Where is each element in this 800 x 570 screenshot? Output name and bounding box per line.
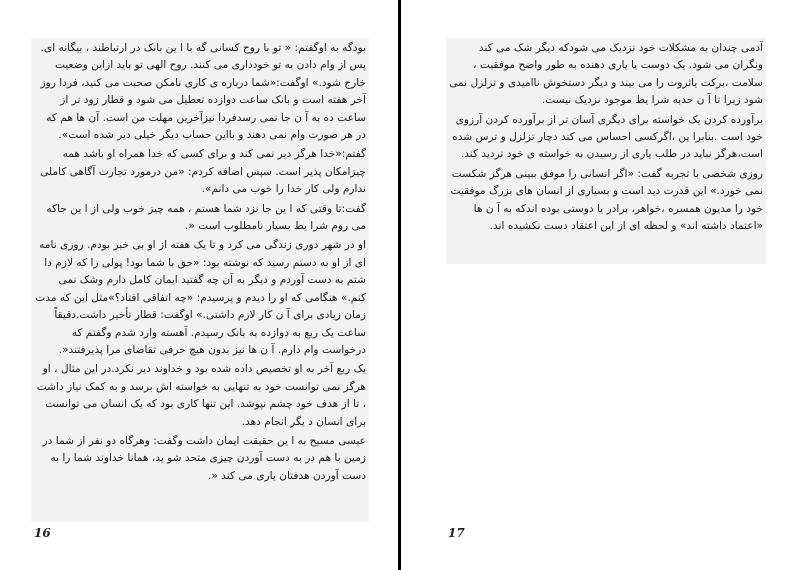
paragraph: آدمی چندان به مشکلات خود نزدیک می شودکه دیگر شک می کند ونگران می شود. یک دوست یا یاری دهنده به طور واضح موفقیت ، سلامت ،برکت یاثروت را می بیند و دیگر دستخوش ناامیدی و تزلزل نمی شود زیرا تا آ ن حدبه شرا یط موجود نزدیک نیست.: [449, 42, 763, 107]
left-page-text: [31, 38, 369, 522]
paragraph: روزی شخصی با تجربه گفت: «اگر انسانی را موفق ببینی هرگز شکست نمی خورد.» این قدرت دید است و بسیاری از انسان های بزرگ موفقیت خود را مدیون همسره ،خواهر، برادر یا دوستی بوده اندکه به آ ن ها «اعتماد داشته اند» و لحظه ای از این اعتقاد دست نکشیده اند.: [450, 167, 763, 233]
paragraph: او در شهر دوری زندگی می کرد و تا یک هفته از او بی خبر بودم. روزی نامه ای از او به دستم رسید که نوشته بود: «حق با شما بود! پولی را که لازم دا شتم به دست آوردم و دیگر به آن چه گفتید ایمان کامل دارم وشک نمی کنم.» هنگامی که او را دیدم و پرسیدم: «چه اتفاقی افتاد؟»مثل این که مدت زمان زیادی برای آ ن کار لازم داشتی.» اوگفت: قطار تأخیر داشت.دقیقاً ساعت یک ربع به دوازده به بانک رسیدم. آهسته وارد شدم وگفتم که درخواست وام دارم. آ ن ها نیز بدون هیچ حرفی تقاضای مرا پذیرفتند«.: [35, 239, 366, 356]
paragraph: یک ربع آخر به او تخصیص داده شده بود و خداوند دیر نکرد.در این مثال ، او هرگز نمی توانست خود به تنهایی به خواسته اش برسد و به کمک نیاز داشت ، تا از هدف خود چشم نپوشد. این تنها کاری بود که یک انسان می توانست برای انسان د یگر انجام دهد.: [36, 363, 366, 428]
right-page-text: [446, 38, 766, 264]
page-number: 16: [34, 526, 51, 540]
paragraph: بودگه به اوگفتم: « تو با روح کسانی گه با ا ین بانک در ارتباطند ، بیگانه ای. پس از وام دادن به تو خودداری می کنند. روح الهی تو باید ازاین وضعیت خارج شود.» اوگفت:«شما درباره ی کاری نامکن صحبت می کنید، فردا روز آخر هفته است و بانک ساعت دوازده تعطیل می شود و قطار زود تر از ساعت ده به آ ن جا نمی رسدفردا نیزآخرین مهلت من است. آن ها هم که در هر صورت وام نمی دهند و بااین حساب دیگر خیلی دیر شده است».: [40, 42, 366, 142]
right-page: [402, 0, 800, 570]
gutter-divider: [398, 0, 401, 570]
paragraph: برآورده کردن یک خواسته برای دیگری آسان تر از برآورده کردن آرزوی خود است .بنابرا ین ،اگرکسی احساس می کند دچار تزلزل و ترس شده است،هرگز نباید در طلب یاری از رسیدن به خواسته ی خود تردید کند.: [452, 113, 763, 161]
page-number: 17: [448, 526, 465, 540]
paragraph: عیسی مسیح به ا ین حقیقت ایمان داشت وگفت: وهرگاه دو نفر از شما در زمین با هم در به دست آوردن چیزی متحد شو ید، همانا خداوند شما را به دست آوردن هدفتان یاری می کند «.: [42, 434, 366, 482]
paragraph: گفت:تا وقتی که ا ین جا نزد شما هستم ، همه چیز خوب ولی از ا ین جاکه می روم شرا یط بسیار نامطلوب است «.: [46, 202, 366, 233]
left-page: [0, 0, 398, 570]
paragraph: گفتم:«خدا هرگز دیر نمی کند و برای کسی که خدا همراه او باشد همه چیزامکان پذیر است. سپس اضافه کردم: «من درمورد تجارت آگاهی کاملی ندارم ولی کار خدا را خوب می دانم».: [40, 148, 366, 196]
